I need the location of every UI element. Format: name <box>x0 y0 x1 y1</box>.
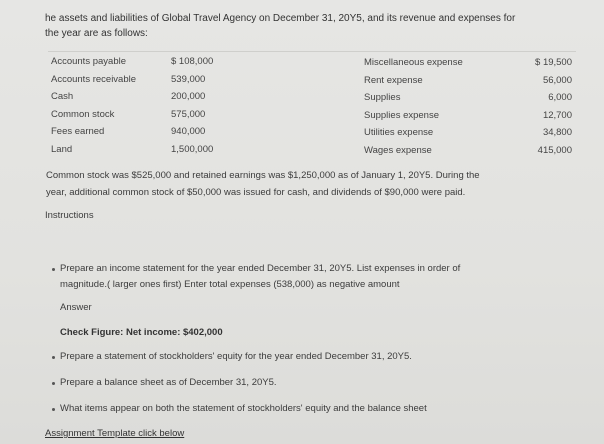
asset-row-label: Common stock <box>51 108 115 120</box>
answer-label: Answer <box>60 302 92 313</box>
expense-row-value: 6,000 <box>548 92 572 103</box>
bullet-1-line-2: magnitude.( larger ones first) Enter total expenses (538,000) as negative amount <box>60 279 400 290</box>
expense-row-label: Wages expense <box>364 144 432 156</box>
expense-row-value: 415,000 <box>537 144 572 156</box>
asset-row-label: Cash <box>51 91 74 102</box>
asset-row-label: Fees earned <box>51 126 105 137</box>
asset-row-value: $ 108,000 <box>171 56 214 67</box>
expense-row-value: 34,800 <box>542 127 572 138</box>
paragraph-line-2: year, additional common stock of $50,000 was issued for cash, and dividends of $90,000 were paid. <box>46 187 466 198</box>
asset-row-value: 940,000 <box>171 126 206 137</box>
asset-row-value: 539,000 <box>171 73 206 85</box>
instructions-heading: Instructions <box>45 210 94 221</box>
bullet-2: Prepare a statement of stockholders' equity for the year ended December 31, 20Y5. <box>60 351 412 362</box>
assignment-template-link[interactable]: Assignment Template click below <box>45 428 185 439</box>
check-figure: Check Figure: Net income: $402,000 <box>60 327 223 338</box>
asset-row-value: 1,500,000 <box>171 143 214 155</box>
asset-row-label: Accounts receivable <box>51 73 137 85</box>
expense-row-label: Miscellaneous expense <box>364 57 463 68</box>
expense-row-label: Rent expense <box>364 74 423 86</box>
expense-row-value: $ 19,500 <box>535 57 572 68</box>
bullet-icon <box>52 408 55 411</box>
table-divider <box>48 51 576 52</box>
expense-row-label: Supplies expense <box>364 109 439 121</box>
paragraph-line-1: Common stock was $525,000 and retained earnings was $1,250,000 as of January 1, 20Y5. During the <box>46 170 480 181</box>
asset-row-value: 575,000 <box>171 108 206 120</box>
bullet-icon <box>52 356 55 359</box>
bullet-4: What items appear on both the statement of stockholders' equity and the balance sheet <box>60 403 427 414</box>
expense-row-label: Supplies <box>364 92 401 103</box>
bullet-icon <box>52 382 55 385</box>
bullet-icon <box>52 268 55 271</box>
expense-row-label: Utilities expense <box>364 127 434 138</box>
asset-row-label: Accounts payable <box>51 56 126 67</box>
bullet-1-line-1: Prepare an income statement for the year ended December 31, 20Y5. List expenses in order of <box>60 263 461 274</box>
asset-row-label: Land <box>51 143 73 155</box>
bullet-3: Prepare a balance sheet as of December 31, 20Y5. <box>60 377 277 388</box>
expense-row-value: 12,700 <box>542 109 572 121</box>
asset-row-value: 200,000 <box>171 91 206 102</box>
intro-line-2: the year are as follows: <box>45 28 148 39</box>
intro-line-1: he assets and liabilities of Global Travel Agency on December 31, 20Y5, and its revenue and expenses for <box>45 13 516 24</box>
expense-row-value: 56,000 <box>542 74 572 86</box>
